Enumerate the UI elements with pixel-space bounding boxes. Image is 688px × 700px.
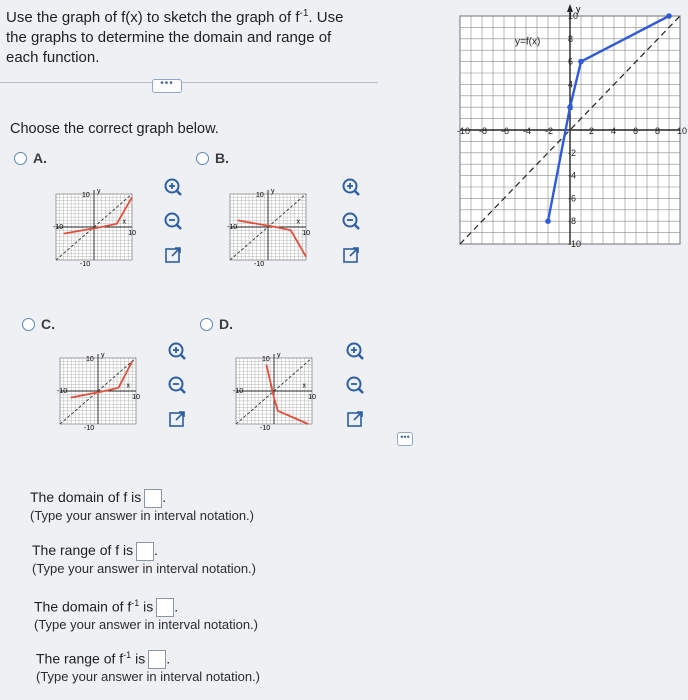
thumb-label-xneg: -10 xyxy=(57,388,68,395)
y-tick-label: -6 xyxy=(568,193,577,204)
scroll-handle[interactable]: ••• xyxy=(397,432,413,446)
zoom-out-icon[interactable] xyxy=(344,374,366,396)
range-f-input[interactable] xyxy=(136,542,154,561)
thumb-y-label: y xyxy=(277,352,281,359)
popout-icon[interactable] xyxy=(344,408,366,430)
x-tick-label: 10 xyxy=(677,126,688,136)
x-tick-label: 2 xyxy=(589,126,595,136)
prompt-text: Choose the correct graph below. xyxy=(10,121,219,137)
tools-d xyxy=(344,340,366,430)
thumb-y-label: y xyxy=(271,188,275,195)
thumb-x-label: x xyxy=(296,218,300,226)
thumb-label-neg10: -10 xyxy=(80,261,91,268)
zoom-in-icon[interactable] xyxy=(166,340,188,362)
y-tick-label: -8 xyxy=(568,216,577,227)
zoom-in-icon[interactable] xyxy=(344,340,366,362)
option-d[interactable]: D. xyxy=(200,316,233,332)
thumb-label-neg10: -10 xyxy=(254,261,265,268)
answer-block-4: The range of $f^{-1}$ is . (Type your answer in interval notation.) xyxy=(36,650,260,685)
fx-point xyxy=(578,59,584,65)
thumb-label-xneg: -10 xyxy=(233,388,244,395)
popout-icon[interactable] xyxy=(340,244,362,266)
thumb-label-xpos: 10 xyxy=(302,230,310,237)
zoom-in-icon[interactable] xyxy=(162,176,184,198)
thumb-y-label: y xyxy=(101,352,105,359)
tools-b xyxy=(340,176,362,266)
zoom-in-icon[interactable] xyxy=(340,176,362,198)
thumb-x-label: x xyxy=(302,382,306,390)
thumb-label-10: 10 xyxy=(82,192,90,199)
y-tick-label: -2 xyxy=(568,147,577,158)
thumb-label-neg10: -10 xyxy=(260,425,271,432)
divider xyxy=(0,82,378,83)
domain-finv-input[interactable] xyxy=(156,598,174,617)
thumb-label-xpos: 10 xyxy=(132,394,140,401)
x-tick-label: -2 xyxy=(545,126,554,136)
thumb-label-neg10: -10 xyxy=(84,425,95,432)
fx-point xyxy=(567,104,573,110)
zoom-out-icon[interactable] xyxy=(166,374,188,396)
popout-icon[interactable] xyxy=(162,244,184,266)
y-tick-label: -4 xyxy=(568,170,577,181)
radio-c[interactable] xyxy=(22,318,35,331)
answer-block-2: The range of f is . (Type your answer in interval notation.) xyxy=(32,542,256,576)
x-tick-label: 6 xyxy=(633,126,639,136)
tools-c xyxy=(166,340,188,430)
y-tick-label: 4 xyxy=(568,79,574,90)
y-tick-label: 8 xyxy=(568,33,574,44)
thumb-x-label: x xyxy=(126,382,130,390)
graph-b[interactable] xyxy=(226,186,310,266)
zoom-out-icon[interactable] xyxy=(162,210,184,232)
zoom-out-icon[interactable] xyxy=(340,210,362,232)
option-b[interactable]: B. xyxy=(196,150,229,166)
thumb-label-10: 10 xyxy=(86,356,94,363)
thumb-label-xneg: -10 xyxy=(53,224,64,231)
option-c[interactable]: C. xyxy=(22,316,55,332)
main-graph xyxy=(454,2,688,249)
thumb-label-10: 10 xyxy=(256,192,264,199)
x-tick-label: -4 xyxy=(523,126,532,136)
radio-b[interactable] xyxy=(196,152,209,165)
range-finv-input[interactable] xyxy=(148,650,166,669)
fx-label: y=f(x) xyxy=(515,36,541,48)
graph-c[interactable] xyxy=(56,350,140,430)
x-tick-label: -8 xyxy=(479,126,488,136)
x-tick-label: -10 xyxy=(457,126,471,136)
popout-icon[interactable] xyxy=(166,408,188,430)
x-tick-label: 4 xyxy=(611,126,617,136)
x-tick-label: -6 xyxy=(501,126,510,136)
graph-a[interactable] xyxy=(52,186,136,266)
answer-block-1: The domain of f is . (Type your answer in interval notation.) xyxy=(30,489,254,523)
question-text: Use the graph of f(x) to sketch the graph of $f^{-1}$. Use the graphs to determine the domain and range of each function. xyxy=(6,8,344,66)
radio-d[interactable] xyxy=(200,318,213,331)
radio-a[interactable] xyxy=(14,152,27,165)
x-tick-label: 8 xyxy=(655,126,661,136)
domain-f-input[interactable] xyxy=(144,489,162,508)
thumb-x-label: x xyxy=(122,218,126,226)
thumb-y-label: y xyxy=(97,188,101,195)
more-button[interactable]: ••• xyxy=(152,79,182,93)
fx-point xyxy=(545,218,551,224)
y-tick-label: 6 xyxy=(568,56,574,67)
thumb-label-xpos: 10 xyxy=(308,394,316,401)
fx-point xyxy=(666,13,672,19)
graph-d[interactable] xyxy=(232,350,316,430)
y-axis-label: y xyxy=(576,4,581,14)
answer-block-3: The domain of $f^{-1}$ is . (Type your answer in interval notation.) xyxy=(34,598,258,633)
thumb-label-xpos: 10 xyxy=(128,230,136,237)
thumb-label-xneg: -10 xyxy=(227,224,238,231)
thumb-label-10: 10 xyxy=(262,356,270,363)
tools-a xyxy=(162,176,184,266)
y-tick-label: 10 xyxy=(568,11,579,21)
option-a[interactable]: A. xyxy=(14,150,47,166)
y-tick-label: -10 xyxy=(568,239,582,249)
